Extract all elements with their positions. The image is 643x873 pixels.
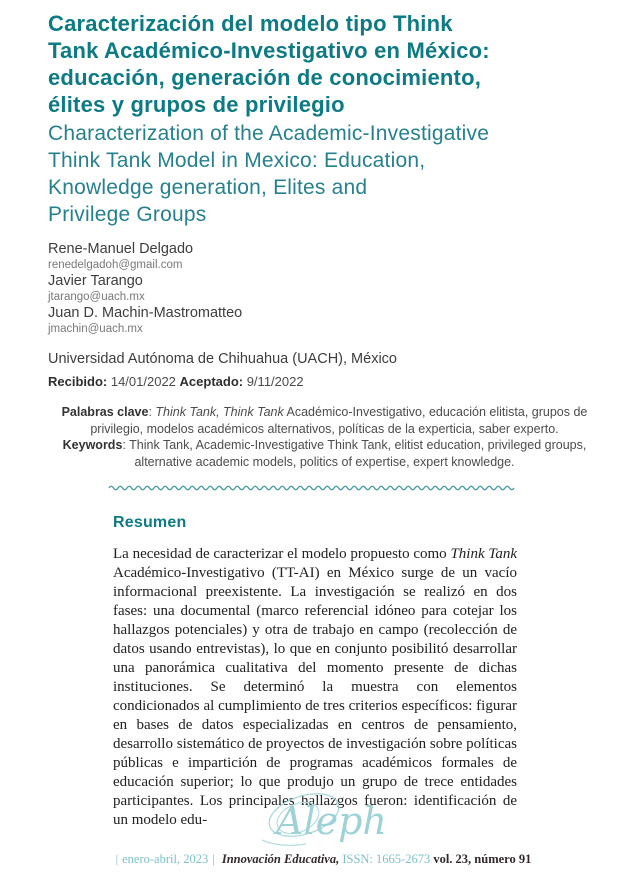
- footer-season: enero-abril, 2023: [122, 852, 209, 866]
- journal-issn: ISSN: 1665-2673: [342, 852, 431, 866]
- abstract-section: [113, 514, 517, 830]
- author-name: Juan D. Machin-Mastromatteo: [48, 305, 243, 321]
- article-title-en-line: Knowledge generation, Elites and: [48, 176, 368, 199]
- author-email: jtarango@uach.mx: [48, 291, 145, 303]
- author-email: renedelgadoh@gmail.com: [48, 259, 183, 271]
- article-title-en-line: Think Tank Model in Mexico: Education,: [48, 149, 426, 172]
- dates-line: [48, 373, 601, 391]
- article-title-en-line: Characterization of the Academic-Investigative: [48, 122, 490, 145]
- footer-separator: |: [115, 852, 119, 866]
- authors-block: [48, 241, 601, 337]
- abstract-seg2: Académico-Investigativo (TT-AI) en México surge de un vacío informacional preexistente. La investigación se realizó en dos fases: una documental (marco referencial idóneo para cotejar los hallazgos potenciales) y otra de trabajo en campo (recolección de datos usando entrevistas), lo que en conjunto posibilitó desarrollar una panorámica cualitativa del momento presente de dichas instituciones. Se determinó la muestra con elementos condicionados al cumplimiento de tres criterios específicos: figurar en bases de datos especializadas en centros de pensamiento, desarrollo sistemático de proyectos de investigación sobre políticas públicas e impartición de programas académicos formales de educación superior; lo que produjo un grupo de trece entidades participantes. Los principales hallazgos fueron: identificación de un modelo edu-: [113, 565, 517, 828]
- accepted-date: 9/11/2022: [243, 374, 304, 389]
- keywords-es-colon: :: [148, 405, 156, 419]
- abstract-heading: Resumen: [113, 514, 187, 531]
- received-date: 14/01/2022: [107, 374, 180, 389]
- article-title-es-line: educación, generación de conocimiento,: [48, 65, 482, 90]
- keywords-en-text: : Think Tank, Academic-Investigative Think Tank, elitist education, privileged groups, alternative academic models, politics of expertise, expert knowledge.: [122, 438, 587, 469]
- affiliation: Universidad Autónoma de Chihuahua (UACH), México: [48, 351, 397, 367]
- article-main-column: [48, 10, 601, 830]
- article-title-es-line: élites y grupos de privilegio: [48, 92, 345, 117]
- journal-name: Innovación Educativa,: [221, 852, 340, 866]
- author-name: Javier Tarango: [48, 273, 143, 289]
- keywords-block: [48, 404, 601, 470]
- journal-footer: [0, 788, 643, 867]
- keywords-es-italic: Think Tank, Think Tank: [155, 405, 284, 419]
- keywords-es-text: Académico-Investigativo, educación elitista, grupos de privilegio, modelos académicos alternativos, políticas de la experticia, saber experto.: [90, 405, 588, 436]
- journal-footer-line: [0, 851, 643, 867]
- footer-separator: |: [212, 852, 215, 866]
- aleph-logo-text: Aleph: [275, 799, 387, 843]
- article-title-en: [48, 120, 601, 228]
- article-title-es: [48, 10, 601, 118]
- keywords-es: [48, 404, 601, 437]
- aleph-logo: [232, 788, 412, 852]
- accepted-label: Aceptado:: [179, 374, 244, 389]
- abstract-seg1: La necesidad de caracterizar el modelo propuesto como: [113, 546, 451, 562]
- author-name: Rene-Manuel Delgado: [48, 241, 194, 257]
- article-title-en-line: Privilege Groups: [48, 203, 207, 226]
- keywords-es-label: Palabras clave: [61, 405, 149, 419]
- journal-volume: vol. 23, número 91: [433, 852, 532, 866]
- author-email: jmachin@uach.mx: [48, 323, 143, 335]
- wavy-divider: [108, 483, 516, 491]
- abstract-italic: Think Tank: [450, 546, 517, 562]
- article-title-es-line: Caracterización del modelo tipo Think: [48, 11, 453, 36]
- keywords-en-label: Keywords: [62, 438, 123, 452]
- received-label: Recibido:: [48, 374, 108, 389]
- keywords-en: [48, 437, 601, 470]
- article-title-es-line: Tank Académico-Investigativo en México:: [48, 38, 490, 63]
